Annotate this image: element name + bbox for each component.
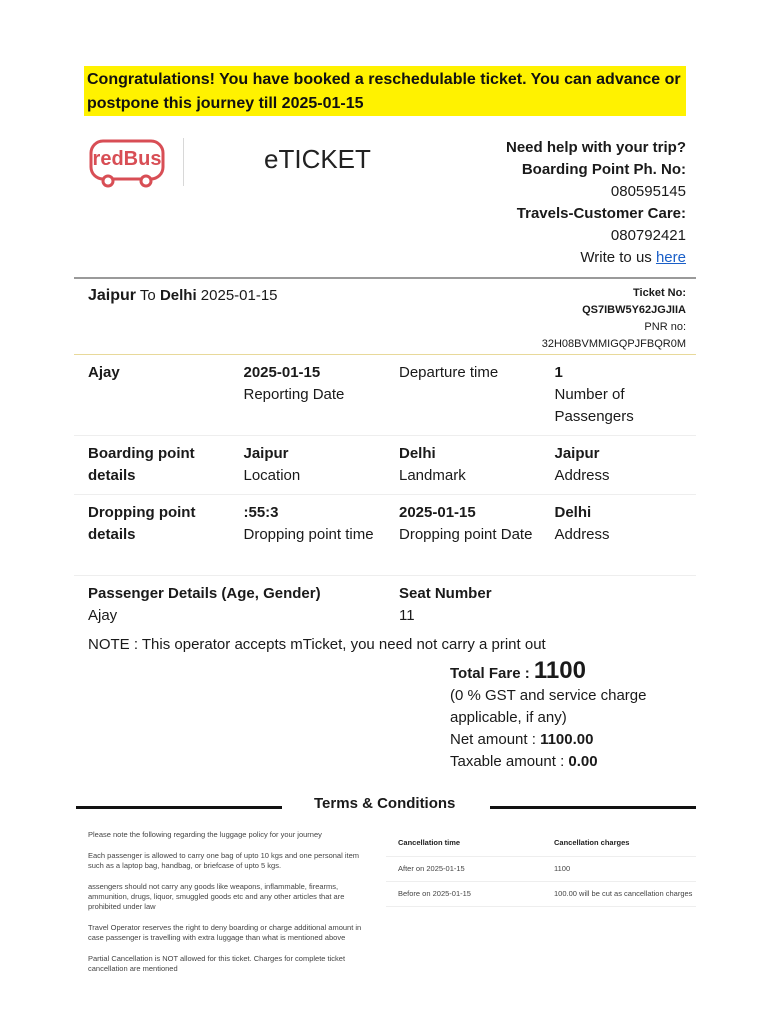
terms-line-right [490,806,696,809]
terms-title: Terms & Conditions [314,795,456,812]
seat-number: 11 [399,607,415,624]
dropping-time: :55:3 [243,504,279,521]
policy-item: assengers should not carry any goods like weapons, inflammable, firearms, ammunition, drugs, liquor, smuggled goods etc and any other articles that are prohibited under law [88,882,345,911]
route-to-word: To [139,287,156,304]
luggage-policy [88,830,374,985]
reschedulable-banner: Congratulations! You have booked a reschedulable ticket. You can advance or postpone this journey till 2025-01-15 [84,66,686,116]
terms-line-left [76,806,282,809]
cancellation-header-row [386,830,696,857]
passenger-details: Ajay [88,607,118,624]
dropping-time-label: Dropping point time [243,526,374,543]
reporting-date: 2025-01-15 [243,364,321,381]
cancellation-charges-header: Cancellation charges [554,838,630,847]
taxable-amount-label: Taxable amount : [450,753,565,770]
help-title: Need help with your trip? [505,139,686,156]
ticket-info [542,285,686,353]
cancellation-charge: 1100 [554,864,571,873]
ticket-no-label: Ticket No: [633,287,686,299]
boarding-location-label: Location [243,467,301,484]
details-row-4 [74,583,696,627]
route-from: Jaipur [88,287,137,304]
table-row [386,857,696,882]
net-amount: 1100.00 [540,731,594,748]
dropping-address: Delhi [554,504,592,521]
cancellation-time: Before on 2025-01-15 [398,889,471,898]
eticket-title: eTICKET [264,144,371,174]
details-row-1 [74,362,696,436]
cancellation-time: After on 2025-01-15 [398,864,465,873]
write-to-us-text: Write to us [580,249,652,266]
details-row-3 [74,502,696,576]
dropping-date: 2025-01-15 [399,504,476,521]
cancellation-charge: 100.00 will be cut as cancellation charges [554,889,693,898]
seat-number-label: Seat Number [399,585,492,602]
logo-divider [183,138,184,186]
departure-time-label: Departure time [399,364,499,381]
redbus-logo [88,138,168,188]
customer-care-label: Travels-Customer Care: [516,205,686,222]
help-section [506,137,686,269]
total-fare: 1100 [533,657,586,684]
dropping-point-label: Dropping point details [88,504,196,543]
route-to: Delhi [159,287,197,304]
svg-text:redBus: redBus [92,148,162,170]
header-divider [74,277,696,279]
table-row [386,882,696,907]
policy-item: Please note the following regarding the luggage policy for your journey [88,830,322,839]
boarding-location: Jaipur [243,445,289,462]
net-amount-label: Net amount : [450,731,536,748]
boarding-phone: 080595145 [610,183,686,200]
pnr-label: PNR no: [644,321,686,333]
passenger-count: 1 [554,364,563,381]
passenger-details-label: Passenger Details (Age, Gender) [88,585,321,602]
cancellation-time-header: Cancellation time [398,838,461,847]
mticket-note: NOTE : This operator accepts mTicket, you need not carry a print out [88,636,546,653]
write-to-us-link[interactable]: here [655,249,686,266]
cancellation-table [386,830,696,907]
ticket-no: QS7IBW5Y62JGJIIA [582,304,686,316]
reporting-date-label: Reporting Date [243,386,345,403]
customer-care-phone: 080792421 [610,227,686,244]
dropping-address-label: Address [554,526,610,543]
gst-note: (0 % GST and service charge applicable, if any) [450,687,647,726]
policy-item: Each passenger is allowed to carry one bag of upto 10 kgs and one personal item such as a laptop bag, handbag, or briefcase of upto 5 kgs. [88,851,360,870]
boarding-landmark-label: Landmark [399,467,466,484]
boarding-point-label: Boarding point details [88,445,195,484]
boarding-phone-label: Boarding Point Ph. No: [521,161,686,178]
route-date: 2025-01-15 [200,287,278,304]
passenger-count-label: Number of Passengers [554,386,634,425]
write-to-us [506,247,686,269]
pnr-no: 32H08BVMMIGQPJFBQR0M [541,338,686,350]
route [88,287,278,305]
boarding-address-label: Address [554,467,610,484]
route-divider [74,354,696,355]
boarding-address: Jaipur [554,445,600,462]
policy-item: Partial Cancellation is NOT allowed for this ticket. Charges for complete ticket cancellation are mentioned [88,954,346,973]
taxable-amount: 0.00 [568,753,598,770]
passenger-name: Ajay [88,364,120,381]
boarding-landmark: Delhi [399,445,436,462]
dropping-date-label: Dropping point Date [399,526,533,543]
total-fare-label: Total Fare : [450,665,530,682]
policy-item: Travel Operator reserves the right to deny boarding or charge additional amount in case passenger is travelling with extra luggage than what is mentioned above [88,923,362,942]
fare-summary [450,657,680,773]
details-row-2 [74,443,696,495]
